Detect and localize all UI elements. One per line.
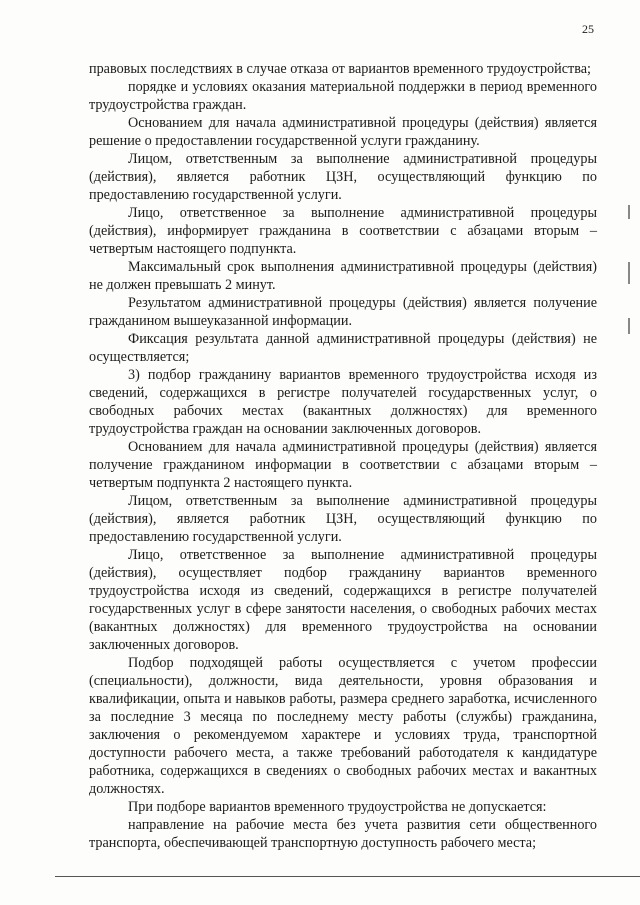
paragraph-15: направление на рабочие места без учета развития сети общественного транспорта, обеспечивающей транспортную доступность рабочего места; (89, 817, 597, 851)
scan-bottom-edge (55, 876, 640, 877)
paragraph-7: Результатом административной процедуры (действия) является получение гражданином вышеуказанной информации. (89, 295, 597, 329)
paragraph-5: Лицо, ответственное за выполнение административной процедуры (действия), информирует гражданина в соответствии с абзацами вторым – четвертым настоящего подпункта. (89, 205, 597, 257)
paragraph-1: правовых последствиях в случае отказа от вариантов временного трудоустройства; (89, 61, 591, 77)
page-number: 25 (582, 22, 594, 36)
paragraph-6: Максимальный срок выполнения административной процедуры (действия) не должен превышать 2 минут. (89, 259, 597, 293)
body-text (89, 60, 597, 852)
paragraph-8: Фиксация результата данной административной процедуры (действия) не осуществляется; (89, 331, 597, 365)
paragraph-12: Лицо, ответственное за выполнение административной процедуры (действия), осуществляет подбор гражданину вариантов временного трудоустройства исходя из сведений, содержащихся в регистре получателей государственных услуг в сфере занятости населения, о свободных рабочих местах (вакантных должностях) для временного трудоустройства на основании заключенных договоров. (89, 547, 597, 653)
scan-edge-mark-2 (628, 262, 630, 284)
paragraph-2: порядке и условиях оказания материальной поддержки в период временного трудоустройства граждан. (89, 79, 597, 113)
scan-edge-mark-3 (628, 318, 630, 334)
paragraph-3: Основанием для начала административной процедуры (действия) является решение о предоставлении государственной услуги гражданину. (89, 115, 597, 149)
paragraph-13: Подбор подходящей работы осуществляется с учетом профессии (специальности), должности, вида деятельности, уровня образования и квалификации, опыта и навыков работы, размера среднего заработка, исчисленного за последние 3 месяца по последнему месту работы (службы) гражданина, заключения о рекомендуемом характере и условиях труда, транспортной доступности рабочего места, а также требований работодателя к кандидатуре работника, содержащихся в сведениях о свободных рабочих местах и вакантных должностях. (89, 655, 597, 797)
paragraph-11: Лицом, ответственным за выполнение административной процедуры (действия), является работник ЦЗН, осуществляющий функцию по предоставлению государственной услуги. (89, 493, 597, 545)
scan-edge-mark-1 (628, 205, 630, 219)
paragraph-14: При подборе вариантов временного трудоустройства не допускается: (128, 799, 547, 815)
paragraph-4: Лицом, ответственным за выполнение административной процедуры (действия), является работник ЦЗН, осуществляющий функцию по предоставлению государственной услуги. (89, 151, 597, 203)
paragraph-10: Основанием для начала административной процедуры (действия) является получение гражданином информации в соответствии с абзацами вторым – четвертым подпункта 2 настоящего пункта. (89, 439, 597, 491)
paragraph-9: 3) подбор гражданину вариантов временного трудоустройства исходя из сведений, содержащихся в регистре получателей государственных услуг, о свободных рабочих местах (вакантных должностях) для временного трудоустройства граждан на основании заключенных договоров. (89, 367, 597, 437)
